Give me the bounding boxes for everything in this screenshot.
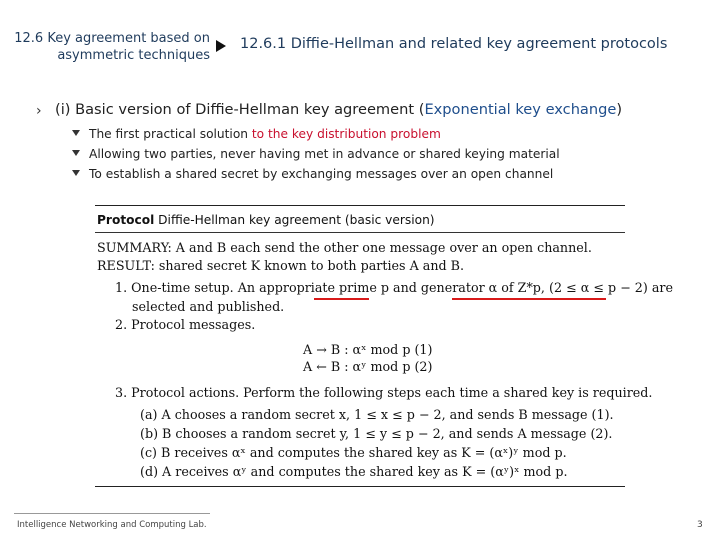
action-d: (d) A receives αʸ and computes the shared key as K = (αʸ)ˣ mod p. [140,464,568,479]
heading-suffix: ) [616,101,623,118]
protocol-top-rule [95,205,625,206]
protocol-header-rule [95,232,625,233]
protocol-label: Protocol [97,213,155,227]
bullet-list [72,124,560,184]
subsection-title: 12.6.1 Diffie-Hellman and related key agreement protocols [240,36,668,52]
bullet-item [72,164,560,184]
heading-highlight: Exponential key exchange [424,101,617,118]
prime-underline [314,298,369,300]
protocol-result: RESULT: shared secret K known to both parties A and B. [97,258,465,273]
step-two-messages: 2. Protocol messages. [115,317,256,332]
generator-underline [452,298,606,300]
bullet-highlight: to the key distribution problem [251,127,441,141]
triangle-bullet-icon [72,170,80,176]
bullet-text: To establish a shared secret by exchanging messages over an open channel [89,167,554,181]
footer-rule [14,513,210,514]
triangle-bullet-icon [72,150,80,156]
bullet-item [72,124,560,144]
protocol-summary: SUMMARY: A and B each send the other one message over an open channel. [97,240,592,255]
play-arrow-icon [216,40,226,52]
step-three-actions: 3. Protocol actions. Perform the following steps each time a shared key is required. [115,385,653,400]
topic-heading [55,101,622,118]
protocol-box [95,205,673,488]
message-one: A → B : αˣ mod p (1) [303,342,433,357]
page-number: 3 [697,520,703,530]
protocol-bottom-rule [95,486,625,487]
triangle-bullet-icon [72,130,80,136]
chevron-right-icon: › [36,103,42,119]
step-one-setup-cont: selected and published. [132,299,285,314]
heading-prefix: (i) Basic version of Diffie-Hellman key agreement ( [55,101,425,118]
step-one-setup: 1. One-time setup. An appropriate prime p and generator α of Z*p, (2 ≤ α ≤ p − 2) are [115,280,673,295]
action-b: (b) B chooses a random secret y, 1 ≤ y ≤ p − 2, and sends A message (2). [140,426,613,441]
protocol-title: Diffie-Hellman key agreement (basic version) [158,213,435,227]
bullet-text: Allowing two parties, never having met in advance or shared keying material [89,147,560,161]
footer-lab-name: Intelligence Networking and Computing Lab. [17,520,207,530]
section-title: 12.6 Key agreement based on asymmetric techniques [14,31,210,63]
action-a: (a) A chooses a random secret x, 1 ≤ x ≤ p − 2, and sends B message (1). [140,407,614,422]
message-two: A ← B : αʸ mod p (2) [303,359,433,374]
protocol-header [97,213,435,227]
bullet-text: The first practical solution [89,127,252,141]
action-c: (c) B receives αˣ and computes the shared key as K = (αˣ)ʸ mod p. [140,445,567,460]
bullet-item [72,144,560,164]
